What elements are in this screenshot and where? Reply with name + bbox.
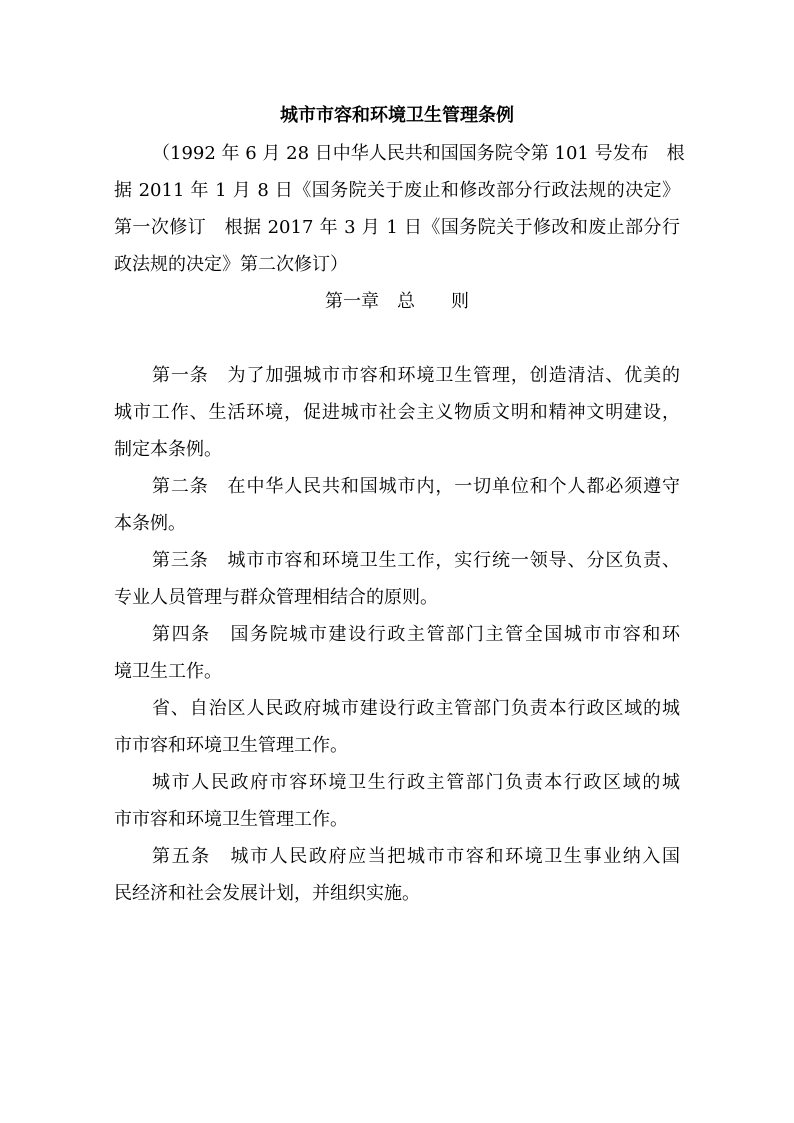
paragraph-line: 第三条 城市市容和环境卫生工作，实行统一领导、分区负责、	[152, 550, 680, 571]
blank-line	[114, 320, 680, 357]
article-paragraph	[114, 838, 680, 912]
preamble-line: 第一次修订 根据 2017 年 3 月 1 日《国务院关于修改和废止部分行	[114, 217, 680, 238]
paragraph-line: 第五条 城市人民政府应当把城市市容和环境卫生事业纳入国	[152, 846, 680, 867]
article-paragraph	[114, 616, 680, 690]
preamble-line: 据 2011 年 1 月 8 日《国务院关于废止和修改部分行政法规的决定》	[114, 180, 680, 201]
paragraph-line: 制定本条例。	[114, 439, 222, 460]
paragraph-line: 省、自治区人民政府城市建设行政主管部门负责本行政区域的城	[152, 698, 680, 719]
preamble-line: （1992 年 6 月 28 日中华人民共和国国务院令第 101 号发布 根	[152, 143, 685, 164]
article-paragraph	[114, 764, 680, 838]
document-body	[114, 104, 685, 912]
paragraph-line: 专业人员管理与群众管理相结合的原则。	[114, 587, 438, 608]
paragraph-line: 民经济和社会发展计划，并组织实施。	[114, 883, 420, 904]
paragraph-line: 本条例。	[114, 513, 186, 534]
preamble	[114, 135, 685, 283]
paragraph-line: 市市容和环境卫生管理工作。	[114, 809, 348, 830]
paragraph-line: 市市容和环境卫生管理工作。	[114, 735, 348, 756]
paragraph-line: 第一条 为了加强城市市容和环境卫生管理，创造清洁、优美的	[152, 365, 680, 386]
paragraph-line: 第四条 国务院城市建设行政主管部门主管全国城市市容和环	[152, 624, 680, 645]
paragraph-line: 境卫生工作。	[114, 661, 222, 682]
paragraph-line: 第二条 在中华人民共和国城市内，一切单位和个人都必须遵守	[152, 476, 680, 497]
article-paragraph	[114, 690, 680, 764]
document-title: 城市市容和环境卫生管理条例	[280, 105, 514, 126]
article-paragraph	[114, 357, 680, 468]
paragraph-line: 城市工作、生活环境，促进城市社会主义物质文明和精神文明建设，	[114, 402, 680, 423]
preamble-line: 政法规的决定》第二次修订）	[114, 254, 348, 275]
article-paragraph	[114, 468, 680, 542]
article-paragraph	[114, 542, 680, 616]
chapter-heading: 第一章 总 则	[325, 291, 469, 312]
paragraph-line: 城市人民政府市容环境卫生行政主管部门负责本行政区域的城	[152, 772, 680, 793]
